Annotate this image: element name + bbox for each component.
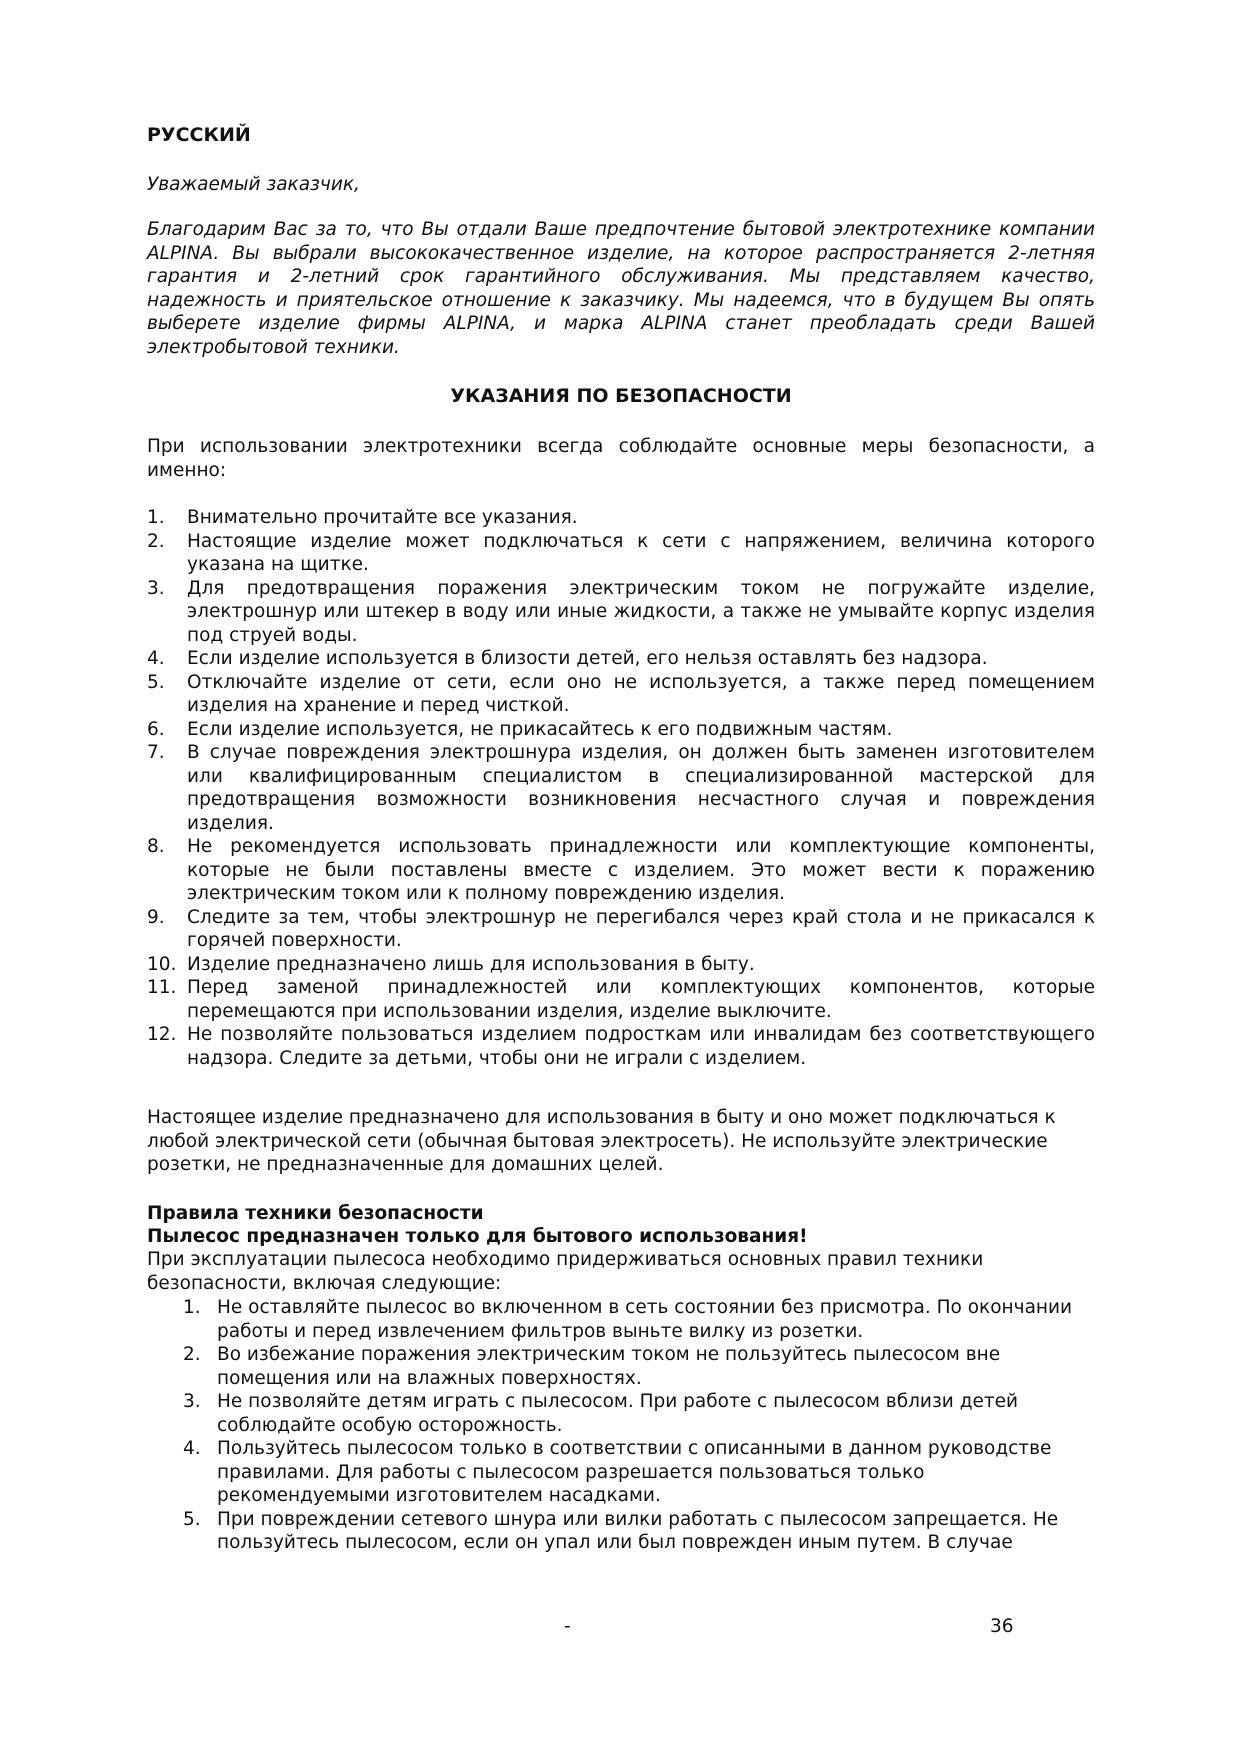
item-number: 3. [147,577,165,599]
list-item [183,1437,1095,1508]
item-text: Если изделие используется в близости детей, его нельзя оставлять без надзора. [187,648,988,669]
rules-title: Правила техники безопасности [147,1203,484,1224]
item-number: 2. [147,530,165,552]
item-number: 1. [147,507,165,528]
list-item [147,577,1095,648]
rules-lead: При эксплуатации пылесоса необходимо придерживаться основных правил техники безопасности, включая следующие: [147,1249,984,1294]
domestic-note: Настоящее изделие предназначено для использования в быту и оно может подключаться к любой электрической сети (обычная бытовая электросеть). Не используйте электрические розетки, не предназначенные для домашних целей. [147,1107,1056,1175]
item-text: Следите за тем, чтобы электрошнур не перегибался через край стола и не прикасался к горячей поверхности. [187,906,1095,951]
list-item [147,835,1095,906]
salutation: Уважаемый заказчик, [147,174,360,195]
list-item [147,741,1095,835]
item-text: Отключайте изделие от сети, если оно не используется, а также перед помещением изделия на хранение и перед чисткой. [187,671,1095,716]
item-text: Во избежание поражения электрическим током не пользуйтесь пылесосом вне помещения или на влажных поверхностях. [217,1344,1001,1389]
item-number: 2. [183,1344,201,1365]
item-number: 5. [147,671,165,693]
list-item [147,530,1095,577]
item-text: Не оставляйте пылесос во включенном в сеть состоянии без присмотра. По окончании работы и перед извлечением фильтров выньте вилку из розетки. [217,1297,1073,1342]
footer-dash: - [564,1616,571,1637]
item-number: 10. [147,953,177,975]
item-number: 5. [183,1508,201,1530]
list-item [183,1343,1095,1390]
list-item [147,953,1095,977]
item-text: При повреждении сетевого шнура или вилки работать с пылесосом запрещается. Не пользуйтесь пылесосом, если он упал или был поврежден иным путем. В случае [217,1508,1059,1553]
item-text: Не рекомендуется использовать принадлежности или комплектующие компоненты, которые не были поставлены вместе с изделием. Это может вести к поражению электрическим током или к полному повреждению изделия. [187,836,1095,904]
item-number: 11. [147,977,177,998]
item-text: В случае повреждения электрошнура изделия, он должен быть заменен изготовителем или квалифицированным специалистом в специализированной мастерской для предотвращения возможности возникновения несчастного случая и повреждения изделия. [187,742,1095,834]
rules-list [183,1296,1095,1555]
safety-list [147,506,1095,1070]
item-text: Перед заменой принадлежностей или комплектующих компонентов, которые перемещаются при использовании изделия, изделие выключите. [187,977,1095,1022]
item-number: 8. [147,836,165,857]
list-item [147,1023,1095,1070]
item-text: Если изделие используется, не прикасайтесь к его подвижным частям. [187,718,893,740]
list-item [147,671,1095,718]
item-number: 1. [183,1297,201,1318]
list-item [183,1296,1095,1343]
language-heading: РУССКИЙ [147,124,251,146]
item-text: Изделие предназначено лишь для использования в быту. [187,953,755,975]
item-number: 12. [147,1024,177,1045]
page-number: 36 [990,1616,1014,1637]
safety-lead: При использовании электротехники всегда соблюдайте основные меры безопасности, а именно: [147,436,1095,481]
item-number: 6. [147,718,165,740]
list-item [183,1508,1095,1555]
intro-paragraph: Благодарим Вас за то, что Вы отдали Ваше предпочтение бытовой электротехнике компании ALPINA. Вы выбрали высококачественное изделие, на которое распространяется 2-летняя гарантия и 2-летний срок гарантийного обслуживания. Мы представляем качество, надежность и приятельское отношение к заказчику. Мы надеемся, что в будущем Вы опять выберете изделие фирмы ALPINA, и марка ALPINA станет преобладать среди Вашей электробытовой техники. [147,219,1095,358]
list-item [183,1390,1095,1437]
list-item [147,718,1095,742]
item-text: Для предотвращения поражения электрическим током не погружайте изделие, электрошнур или штекер в воду или иные жидкости, а также не умывайте корпус изделия под струей воды. [187,577,1095,646]
list-item [147,906,1095,953]
item-text: Пользуйтесь пылесосом только в соответствии с описанными в данном руководстве правилами. Для работы с пылесосом разрешается пользоваться только рекомендуемыми изготовителем насадками. [217,1438,1052,1506]
list-item [147,647,1095,671]
rules-subtitle: Пылесос предназначен только для бытового использования! [147,1226,808,1247]
item-text: Не позволяйте детям играть с пылесосом. При работе с пылесосом вблизи детей соблюдайте особую осторожность. [217,1391,1019,1436]
item-number: 4. [147,648,165,669]
item-text: Настоящие изделие может подключаться к сети с напряжением, величина которого указана на щитке. [187,530,1095,575]
item-text: Внимательно прочитайте все указания. [187,507,578,528]
item-text: Не позволяйте пользоваться изделием подросткам или инвалидам без соответствующего надзора. Следите за детьми, чтобы они не играли с изделием. [187,1024,1095,1069]
item-number: 3. [183,1391,201,1412]
item-number: 4. [183,1438,201,1459]
item-number: 7. [147,742,165,763]
list-item [147,976,1095,1023]
item-number: 9. [147,906,165,928]
list-item [147,506,1095,530]
safety-title: УКАЗАНИЯ ПО БЕЗОПАСНОСТИ [450,385,792,407]
